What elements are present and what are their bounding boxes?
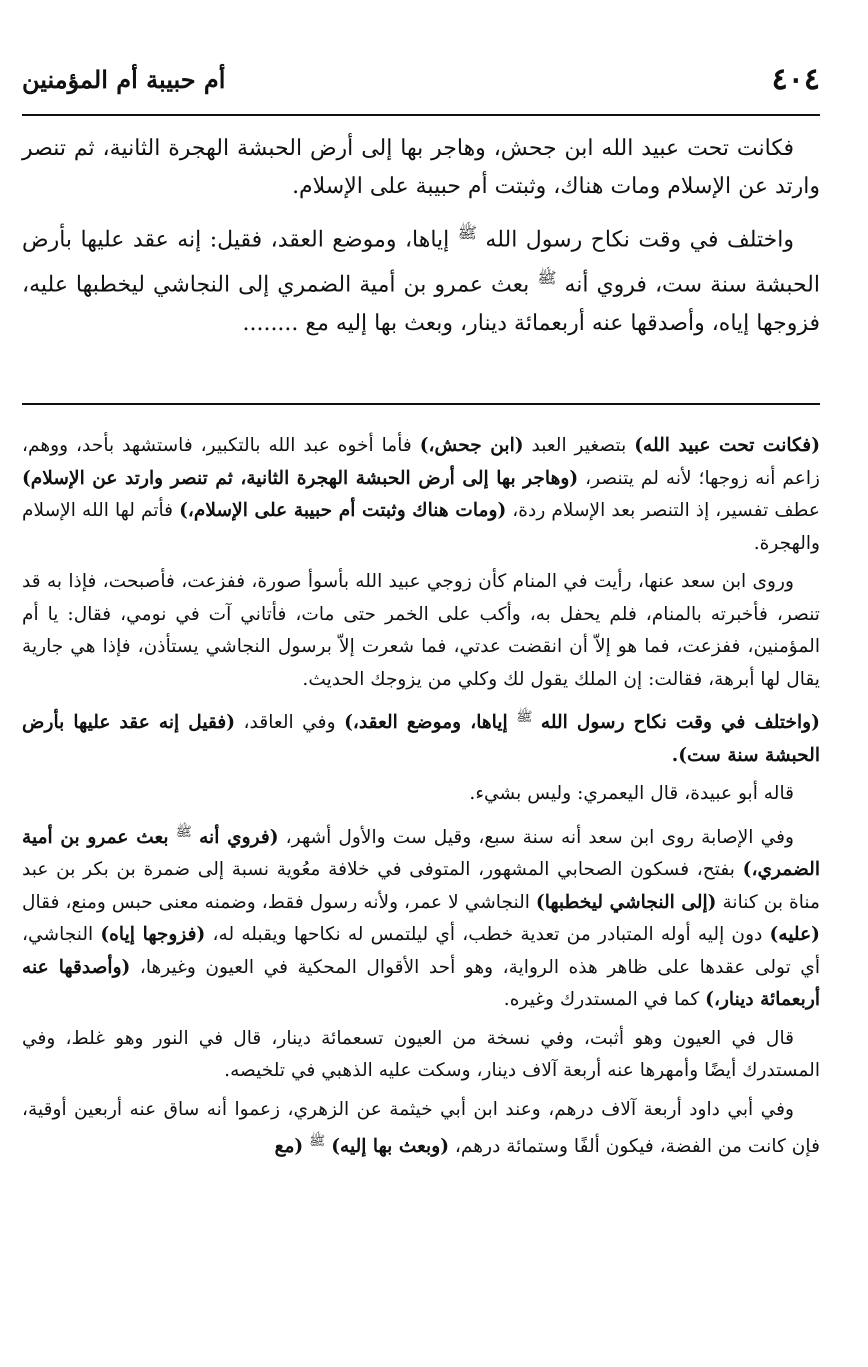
quoted-matn: (عليه) <box>769 924 820 946</box>
commentary-paragraph-2: وروى ابن سعد عنها، رأيت في المنام كأن زوجي عبيد الله بأسوأ صورة، ففزعت، فأصبحت، فإذا به قد تنصر، فأخبرته بالمنام، فلم يحفل به، وأكب على الخمر حتى مات، فأتاني آت في نومي، فقال: يا أم المؤمنين، ففزعت، فما هو إلاّ أن انقضت عدتي، فما شعرت إلاّ برسول النجاشي يستأذن، فإذا هي جارية يقال لها أبرهة، فقالت: إن الملك يقول لك وكلي من يزوجك الحديث. <box>22 571 820 690</box>
page-header <box>22 55 820 103</box>
quoted-matn: (وبعث بها إليه) <box>331 1136 449 1158</box>
quoted-matn: (واختلف في وقت نكاح رسول الله <box>540 712 820 734</box>
quoted-matn: (فزوجها إياه) <box>100 924 206 946</box>
main-p2-part-c: بعث عمرو بن أمية الضمري إلى النجاشي ليخطبها عليه، فزوجها إياه، وأصدقها عنه أربعمائة دينار، وبعث بها إليه مع ........ <box>22 272 820 336</box>
commentary-paragraph-3 <box>22 702 820 772</box>
header-rule <box>22 114 820 116</box>
commentary-text-run: النجاشي لا عمر، ولأنه رسول فقط، وضمنه معنى حبس ومنع، فقال <box>22 891 536 913</box>
quoted-matn: إياها، وموضع العقد،) <box>344 712 508 734</box>
commentary-text-run: دون إليه أوله المتبادر من تعدية خطب، أي ليلتمس له نكاحها ويقبله له، <box>205 924 770 946</box>
commentary-text-run: وفي الإصابة روى ابن سعد أنه سنة سبع، وقيل ست والأول أشهر، <box>278 826 794 848</box>
salawat-ligature: ﷺ <box>309 1134 326 1150</box>
main-p2-part-a: واختلف في وقت نكاح رسول الله <box>485 227 794 253</box>
commentary-text <box>22 430 820 1170</box>
main-paragraph-1: فكانت تحت عبيد الله ابن جحش، وهاجر بها إلى أرض الحبشة الهجرة الثانية، ثم تنصر وارتد عن الإسلام ومات هناك، وثبتت أم حبيبة على الإسلام. <box>22 136 820 199</box>
salawat-ligature: ﷺ <box>457 223 477 242</box>
page-number: ٤٠٤ <box>771 61 820 97</box>
commentary-text-run: فأما أخوه عبد الله بالتكبير، فاستشهد بأحد، ووهم، زاعم أنه زوجها؛ لأنه لم يتنصر، <box>22 435 820 489</box>
salawat-ligature: ﷺ <box>516 710 533 725</box>
quoted-matn: (فقيل إنه عقد عليها بأرض الحبشة سنة ست). <box>22 712 820 766</box>
quoted-matn: (فكانت تحت عبيد الله) <box>634 435 820 456</box>
main-p2-part-b: إياها، وموضع العقد، فقيل: إنه عقد عليها بأرض الحبشة سنة ست، فروي أنه <box>22 227 820 298</box>
quoted-matn: بعث عمرو بن أمية الضمري،) <box>22 826 820 881</box>
commentary-paragraph-5 <box>22 817 820 1017</box>
quoted-matn: (ومات هناك وثبتت أم حبيبة على الإسلام،) <box>179 500 507 521</box>
salawat-ligature: ﷺ <box>537 268 557 288</box>
commentary-text-run: النجاشي، أي تولى عقدها على ظاهر هذه الرواية، وهو أحد الأقوال المحكية في العيون وغيرها، <box>22 924 821 978</box>
commentary-paragraph-6: قال في العيون وهو أثبت، وفي نسخة من العيون تسعمائة دينار، قال في النور وهو غلط، وفي المستدرك أيضًا وأمهرها عنه أربعة آلاف دينار، وسكت عليه الذهبي في تلخيصه. <box>22 1027 820 1082</box>
quoted-matn: (وأصدقها عنه أربعمائة دينار،) <box>22 956 820 1011</box>
commentary-text-run: بتصغير العبد <box>523 435 635 456</box>
main-text <box>22 130 820 351</box>
commentary-text-run: وفي العاقد، <box>235 712 345 734</box>
quoted-matn: (وهاجر بها إلى أرض الحبشة الهجرة الثانية، ثم تنصر وارتد عن الإسلام) <box>22 467 579 489</box>
quoted-matn: (مع <box>274 1136 304 1158</box>
text-commentary-divider <box>22 403 820 405</box>
commentary-text-run: عطف تفسير، إذ التنصر بعد الإسلام ردة، <box>506 500 820 521</box>
commentary-paragraph-7 <box>22 1094 820 1164</box>
quoted-matn: (ابن جحش،) <box>419 435 524 456</box>
commentary-text-run: كما في المستدرك وغيره. <box>503 989 706 1011</box>
commentary-paragraph-4: قاله أبو عبيدة، قال اليعمري: وليس بشيء. <box>469 783 794 805</box>
quoted-matn: (فروي أنه <box>199 826 279 848</box>
commentary-text-run: وفي أبي داود أربعة آلاف درهم، وعند ابن أبي خيثمة عن الزهري، زعموا أنه ساق عنه أربعين أوقية، فإن كانت من الفضة، فيكون ألفًا وستمائة درهم، <box>22 1098 820 1158</box>
commentary-paragraph-1 <box>22 430 820 560</box>
commentary-text-run: فأتم لها الله الإسلام والهجرة. <box>22 500 820 554</box>
quoted-matn: (إلى النجاشي ليخطبها) <box>535 891 717 913</box>
commentary-text-run: بفتح، فسكون الصحابي المشهور، المتوفى في خلافة معُوية نسبة إلى ضمرة بن بكر بن عبد مناة بن كنانة <box>22 859 820 913</box>
running-title: أم حبيبة أم المؤمنين <box>22 64 226 94</box>
main-paragraph-2 <box>22 214 820 343</box>
salawat-ligature: ﷺ <box>175 824 192 840</box>
